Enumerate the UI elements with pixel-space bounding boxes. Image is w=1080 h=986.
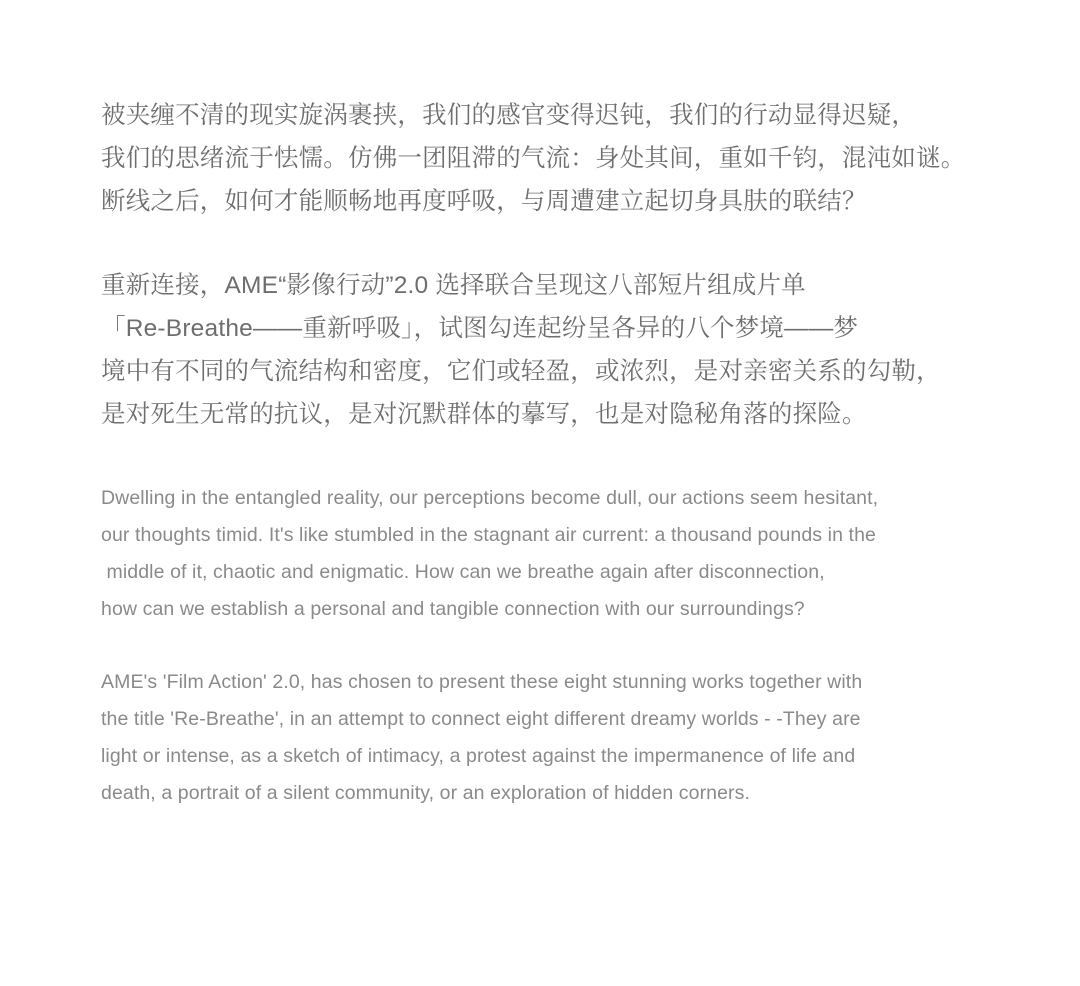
text-line: 是对死生无常的抗议，是对沉默群体的摹写，也是对隐秘角落的探险。 bbox=[101, 401, 867, 428]
text-line: 境中有不同的气流结构和密度，它们或轻盈，或浓烈，是对亲密关系的勾勒， bbox=[101, 358, 941, 385]
text-line: Dwelling in the entangled reality, our perceptions become dull, our actions seem hesitant, bbox=[101, 487, 879, 509]
chinese-paragraph-2 bbox=[101, 264, 1001, 436]
text-line: 被夹缠不清的现实旋涡裹挟，我们的感官变得迟钝，我们的行动显得迟疑， bbox=[101, 102, 917, 129]
text-line: 「Re-Breathe——重新呼吸」，试图勾连起纷呈各异的八个梦境——梦 bbox=[101, 315, 859, 342]
text-line: our thoughts timid. It's like stumbled in the stagnant air current: a thousand pounds in the bbox=[101, 524, 876, 546]
text-line: middle of it, chaotic and enigmatic. How can we breathe again after disconnection, bbox=[101, 561, 825, 583]
text-line: death, a portrait of a silent community, or an exploration of hidden corners. bbox=[101, 782, 751, 804]
text-line: 重新连接，AME“影像行动”2.0 选择联合呈现这八部短片组成片单 bbox=[101, 272, 806, 299]
text-line: how can we establish a personal and tangible connection with our surroundings? bbox=[101, 598, 805, 620]
text-line: AME's 'Film Action' 2.0, has chosen to present these eight stunning works together with bbox=[101, 671, 863, 693]
text-line: light or intense, as a sketch of intimacy, a protest against the impermanence of life and bbox=[101, 745, 856, 767]
text-line: the title 'Re-Breathe', in an attempt to connect eight different dreamy worlds - -They are bbox=[101, 708, 861, 730]
text-line: 我们的思绪流于怯懦。仿佛一团阻滞的气流：身处其间，重如千钧，混沌如谜。 bbox=[101, 145, 966, 172]
english-paragraph-2 bbox=[101, 664, 981, 812]
text-line: 断线之后，如何才能顺畅地再度呼吸，与周遭建立起切身具肤的联结？ bbox=[101, 188, 867, 215]
chinese-paragraph-1 bbox=[101, 94, 1031, 223]
english-paragraph-1 bbox=[101, 480, 981, 628]
